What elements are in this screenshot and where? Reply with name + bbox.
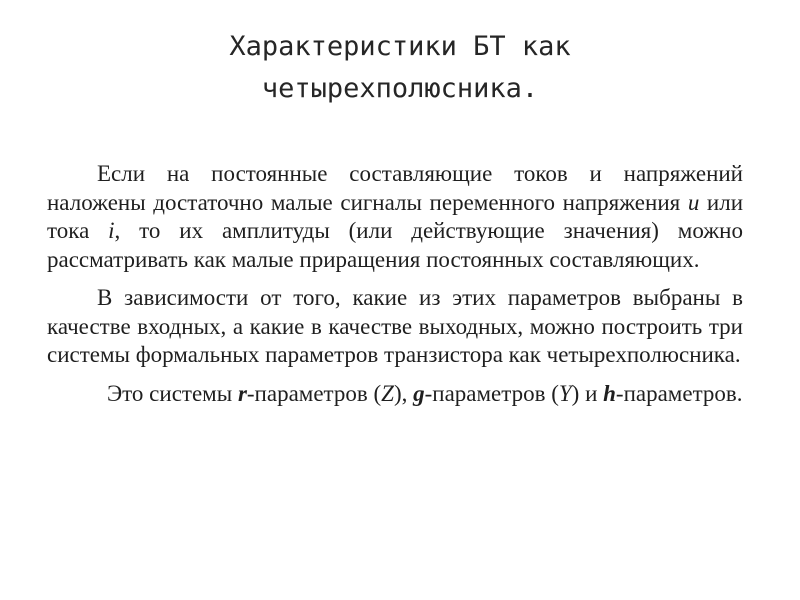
slide-title-line2: четырехполюсника.	[261, 73, 539, 104]
p3-mid2: ) и	[571, 380, 604, 406]
p3-mid1: ),	[393, 380, 414, 406]
p3-g-suffix: -параметров (	[424, 380, 559, 406]
z-symbol: Z	[381, 380, 394, 406]
h-symbol: h	[603, 380, 616, 406]
slide-body	[47, 160, 743, 408]
paragraph-small-signals	[47, 160, 743, 274]
paragraph-parameter-systems	[47, 284, 743, 370]
p1-text-b: или тока	[47, 189, 743, 243]
p3-lead: Это системы	[107, 380, 238, 406]
r-symbol: r	[237, 380, 247, 406]
current-symbol-i: i	[108, 218, 115, 243]
p1-text-a: Если на постоянные составляющие токов и напряжений наложены достаточно малые сигналы переменного напряжения	[47, 161, 743, 215]
p3-r-suffix: -параметров (	[246, 380, 382, 406]
voltage-symbol-u: u	[687, 189, 700, 215]
paragraph-system-types	[47, 380, 743, 409]
p1-text-c: , то их амплитуды (или действующие значения) можно рассматривать как малые приращения постоянных составляющих.	[47, 218, 743, 272]
y-symbol: Y	[558, 380, 572, 406]
p2-text: В зависимости от того, какие из этих параметров выбраны в качестве входных, а какие в качестве выходных, можно построить три системы формальных параметров транзистора как четырехполюсника.	[47, 285, 743, 367]
slide-title-line1: Характеристики БТ как	[229, 31, 571, 62]
p3-h-suffix: -параметров.	[615, 380, 743, 406]
slide-title	[100, 26, 700, 110]
g-symbol: g	[413, 380, 425, 406]
